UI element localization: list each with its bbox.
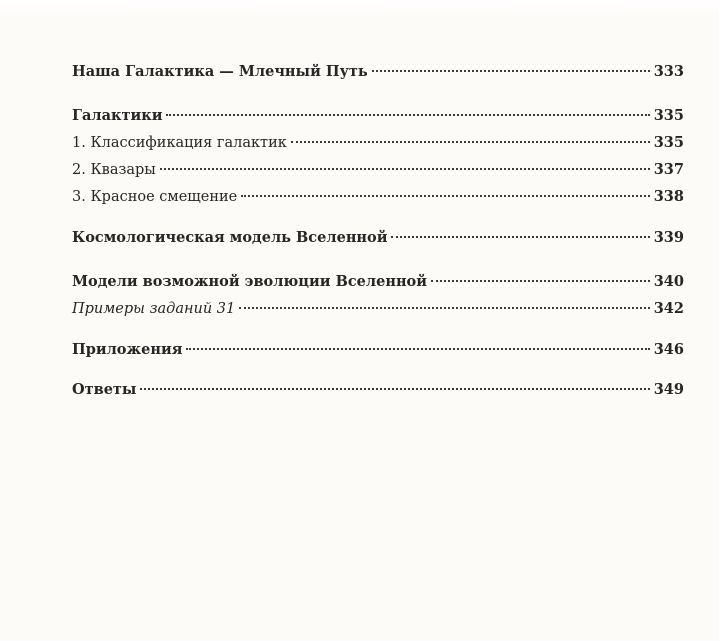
toc-entry [72, 58, 684, 85]
toc-entry [72, 268, 684, 295]
toc-entry [72, 224, 684, 251]
toc-entry-page: 333 [653, 63, 684, 80]
toc-entry [72, 129, 684, 156]
toc-entry-page: 346 [653, 341, 684, 358]
dot-leader [160, 168, 650, 170]
toc-entry [72, 183, 684, 210]
toc-entry-page: 339 [653, 229, 684, 246]
toc-entry-page: 335 [653, 107, 684, 124]
dot-leader [166, 114, 649, 116]
toc-entry-page: 342 [653, 300, 684, 317]
toc-entry-page: 337 [653, 161, 684, 178]
toc-entry [72, 336, 684, 363]
dot-leader [291, 141, 650, 143]
toc-entry [72, 295, 684, 322]
toc-entry [72, 102, 684, 129]
toc-entry-title: 3. Красное смещение [72, 189, 238, 205]
toc-entry-title: 2. Квазары [72, 162, 156, 178]
dot-leader [431, 280, 650, 282]
dot-leader [372, 70, 650, 72]
table-of-contents [72, 58, 684, 403]
dot-leader [186, 348, 649, 350]
toc-entry-title: Модели возможной эволюции Вселенной [72, 273, 427, 290]
toc-entry-title: Примеры заданий 31 [72, 301, 236, 317]
toc-entry-page: 335 [653, 134, 684, 151]
toc-entry-title: Приложения [72, 341, 183, 358]
toc-entry-page: 338 [653, 188, 684, 205]
toc-entry-title: Космологическая модель Вселенной [72, 229, 388, 246]
toc-entry-title: Галактики [72, 107, 163, 124]
page-edge [0, 0, 719, 14]
toc-entry-page: 349 [653, 381, 684, 398]
toc-entry [72, 376, 684, 403]
toc-entry-title: 1. Классификация галактик [72, 135, 287, 151]
dot-leader [140, 388, 649, 390]
dot-leader [391, 236, 649, 238]
toc-entry [72, 156, 684, 183]
toc-entry-title: Ответы [72, 381, 137, 398]
dot-leader [239, 307, 649, 309]
toc-entry-title: Наша Галактика — Млечный Путь [72, 63, 368, 80]
toc-entry-page: 340 [653, 273, 684, 290]
dot-leader [241, 195, 649, 197]
